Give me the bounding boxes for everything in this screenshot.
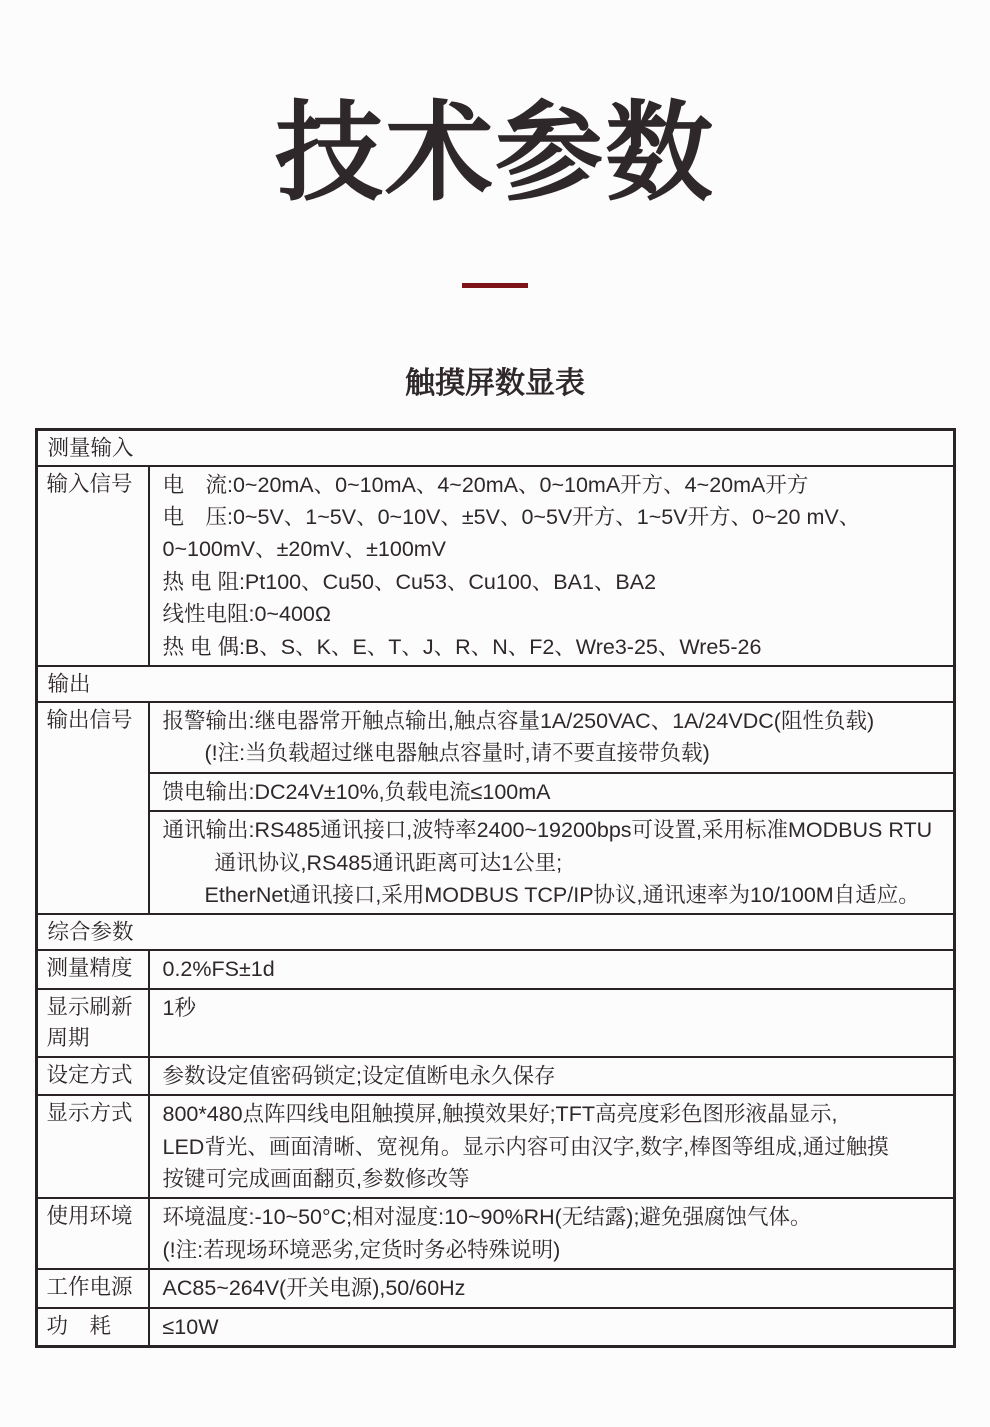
row-display-mode (38, 1094, 953, 1197)
row-label-display-refresh: 显示刷新周期 (38, 990, 150, 1056)
comm-output-protocol-line: 通讯协议,RS485通讯距离可达1公里; (214, 850, 563, 875)
title-divider-rule (462, 283, 528, 288)
spec-table (35, 428, 956, 1349)
row-label-output-signal: 输出信号 (38, 703, 150, 913)
table-title: 触摸屏数显表 (405, 366, 585, 400)
environment-note: (!注:若现场环境恶劣,定货时务必特殊说明) (162, 1237, 561, 1262)
row-operating-environment (38, 1197, 953, 1268)
input-signal-line-current: 电 流:0~20mA、0~10mA、4~20mA、0~10mA开方、4~20mA开方 (162, 472, 809, 497)
power-consumption-value: ≤10W (162, 1314, 219, 1339)
input-signal-line-voltage: 电 压:0~5V、1~5V、0~10V、±5V、0~5V开方、1~5V开方、0~20 mV、 (162, 504, 861, 529)
alarm-output-line: 报警输出:继电器常开触点输出,触点容量1A/250VAC、1A/24VDC(阻性负载) (162, 708, 875, 733)
feed-output-line: 馈电输出:DC24V±10%,负载电流≤100mA (162, 779, 551, 804)
alarm-output-note: (!注:当负载超过继电器触点容量时,请不要直接带负载) (204, 741, 710, 766)
row-label-measure-accuracy: 测量精度 (38, 951, 150, 987)
display-mode-line-2: LED背光、画面清晰、宽视角。显示内容可由汉字,数字,棒图等组成,通过触摸 (162, 1134, 889, 1159)
row-label-power-supply: 工作电源 (38, 1270, 150, 1306)
display-mode-line-3: 按键可完成画面翻页,参数修改等 (162, 1167, 470, 1192)
comm-output-line: 通讯输出:RS485通讯接口,波特率2400~19200bps可设置,采用标准MODBUS RTU (162, 818, 933, 843)
input-signal-line-thermocouple: 热 电 偶:B、S、K、E、T、J、R、N、F2、Wre3-25、Wre5-26 (162, 634, 762, 659)
page-title: 技术参数 (274, 92, 715, 213)
input-signal-line-linear-resistance: 线性电阻:0~400Ω (162, 602, 331, 627)
section-row-general-params: 综合参数 (38, 913, 953, 949)
measure-accuracy-value: 0.2%FS±1d (162, 957, 275, 982)
sub-row-feed-output (150, 772, 953, 810)
row-label-display-mode: 显示方式 (38, 1096, 150, 1197)
row-label-setting-mode: 设定方式 (38, 1058, 150, 1094)
input-signal-content (150, 467, 953, 665)
row-input-signal (38, 465, 953, 665)
input-signal-line-rtd: 热 电 阻:Pt100、Cu50、Cu53、Cu100、BA1、BA2 (162, 569, 657, 594)
row-power-consumption (38, 1307, 953, 1345)
row-display-refresh (38, 988, 953, 1056)
power-supply-value: AC85~264V(开关电源),50/60Hz (162, 1276, 466, 1301)
sub-row-alarm-output (150, 703, 953, 772)
row-measure-accuracy (38, 949, 953, 987)
section-row-output: 输出 (38, 665, 953, 701)
display-mode-line-1: 800*480点阵四线电阻触摸屏,触摸效果好;TFT高亮度彩色图形液晶显示, (162, 1102, 838, 1127)
display-refresh-value: 1秒 (162, 995, 196, 1020)
row-setting-mode (38, 1056, 953, 1094)
input-signal-line-voltage-cont: 0~100mV、±20mV、±100mV (162, 537, 447, 562)
sub-row-comm-output (150, 810, 953, 913)
output-signal-content (150, 703, 953, 913)
row-label-input-signal: 输入信号 (38, 467, 150, 665)
section-row-measure-input: 测量输入 (47, 435, 134, 460)
row-power-supply (38, 1268, 953, 1306)
setting-mode-value: 参数设定值密码锁定;设定值断电永久保存 (162, 1063, 556, 1088)
comm-output-ethernet-line: EtherNet通讯接口,采用MODBUS TCP/IP协议,通讯速率为10/100M自适应。 (204, 883, 920, 908)
row-output-signal (38, 701, 953, 913)
row-label-operating-environment: 使用环境 (38, 1199, 150, 1268)
environment-line-1: 环境温度:-10~50°C;相对湿度:10~90%RH(无结露);避免强腐蚀气体。 (162, 1205, 812, 1230)
row-label-power-consumption: 功 耗 (38, 1309, 150, 1345)
